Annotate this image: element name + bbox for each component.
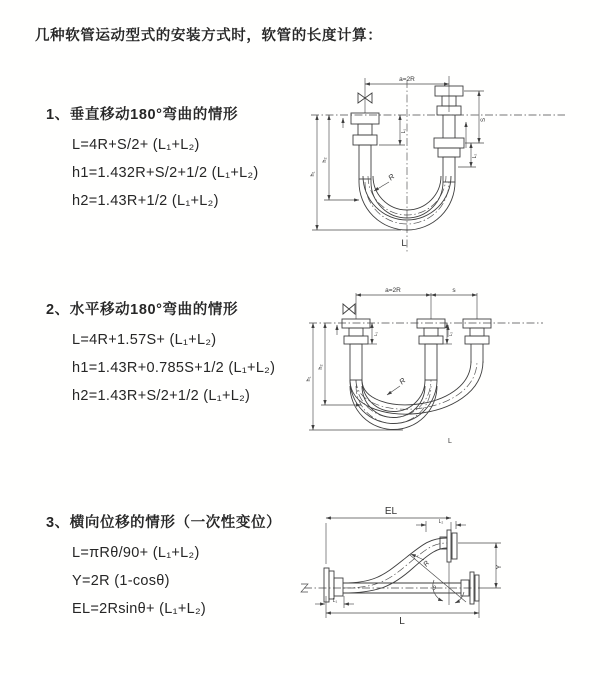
radius-label: R <box>397 375 408 387</box>
left-flange-assembly <box>342 319 370 380</box>
formula-line: L=πRθ/90+ (L₁+L₂) <box>72 545 200 561</box>
dim-h1-label: h₁ <box>310 171 316 177</box>
valve-icon <box>343 304 355 314</box>
radius-callout <box>387 376 408 395</box>
length-label: L <box>448 438 452 445</box>
upper-flange <box>440 530 457 562</box>
angle-construction <box>410 555 466 605</box>
section-3-heading: 3、横向位移的情形（一次性变位） <box>46 515 282 531</box>
dim-travel-label: S <box>481 117 487 123</box>
dim-h1-label: h₁ <box>306 376 312 382</box>
section-3-formulas <box>72 539 281 623</box>
dimension-l2 <box>440 323 453 344</box>
section-2 <box>46 298 275 410</box>
radius-label: R <box>422 559 432 569</box>
dim-l1-label: L₁ <box>332 598 338 604</box>
dimension-h2 <box>318 323 361 405</box>
dimension-y <box>458 543 503 588</box>
formula-line: h2=1.43R+S/2+1/2 (L₁+L₂) <box>72 388 251 404</box>
dimension-l1 <box>315 596 354 608</box>
hose-displaced-position <box>350 361 483 414</box>
formula-line: h1=1.432R+S/2+1/2 (L₁+L₂) <box>72 165 259 181</box>
dimension-l2 <box>458 143 478 167</box>
formula-line: h2=1.43R+1/2 (L₁+L₂) <box>72 193 219 209</box>
section-2-formulas <box>72 326 275 410</box>
movement-arrows <box>337 325 448 337</box>
center-flange-assembly <box>417 319 445 380</box>
formula-line: L=4R+1.57S+ (L₁+L₂) <box>72 332 217 348</box>
dim-h2-label: h₂ <box>318 364 324 370</box>
centerline <box>301 584 482 592</box>
dim-travel-label: s <box>452 287 456 294</box>
formula-line: Y=2R (1-cosθ) <box>72 573 170 589</box>
section-1-formulas <box>72 131 259 215</box>
angle-label: θ <box>432 585 436 592</box>
section-1-heading: 1、垂直移动180°弯曲的情形 <box>46 107 239 123</box>
dimension-h2 <box>322 115 359 200</box>
dim-l1-label: L₁ <box>401 128 407 134</box>
length-label: L <box>399 616 405 627</box>
formula-line: EL=2Rsinθ+ (L₁+L₂) <box>72 601 207 617</box>
section-2-heading: 2、水平移动180°弯曲的情形 <box>46 302 239 318</box>
dim-width-label: a=2R <box>385 287 401 294</box>
dimension-l2 <box>416 519 466 532</box>
dim-l2-label: L₂ <box>472 153 478 159</box>
left-flange <box>324 568 343 602</box>
dimension-el <box>326 506 451 564</box>
formula-line: h1=1.43R+0.785S+1/2 (L₁+L₂) <box>72 360 276 376</box>
dim-width-label: a=2R <box>399 76 415 83</box>
dim-l2-label: L₂ <box>438 519 444 525</box>
dim-y-label: Y <box>496 564 503 570</box>
dimension-h1 <box>306 323 403 430</box>
dimension-l1 <box>379 115 407 145</box>
dim-l1-label: L₁ <box>373 331 378 337</box>
dimension-travel-s <box>464 91 487 143</box>
section-3 <box>46 511 281 623</box>
diagram-lateral-displacement <box>298 498 598 668</box>
right-flange-assembly <box>463 319 491 363</box>
dimension-l <box>326 596 479 627</box>
radius-label: R <box>386 171 397 183</box>
radius-callout <box>374 172 397 191</box>
section-1 <box>46 103 259 215</box>
left-flange-assembly <box>351 113 379 179</box>
dimension-width <box>356 287 477 319</box>
formula-line: L=4R+S/2+ (L₁+L₂) <box>72 137 200 153</box>
dim-h2-label: h₂ <box>322 157 328 163</box>
diagram-vertical-u-bend <box>303 68 598 260</box>
valve-icon <box>358 90 372 113</box>
dimension-width <box>365 76 449 112</box>
diagram-horizontal-u-bend <box>303 283 598 458</box>
dimension-l1 <box>365 323 378 344</box>
dim-el-label: EL <box>384 506 398 517</box>
length-label: L <box>401 238 407 249</box>
page-title: 几种软管运动型式的安装方式时，软管的长度计算： <box>35 28 383 44</box>
dim-l2-label: L₂ <box>448 331 453 337</box>
